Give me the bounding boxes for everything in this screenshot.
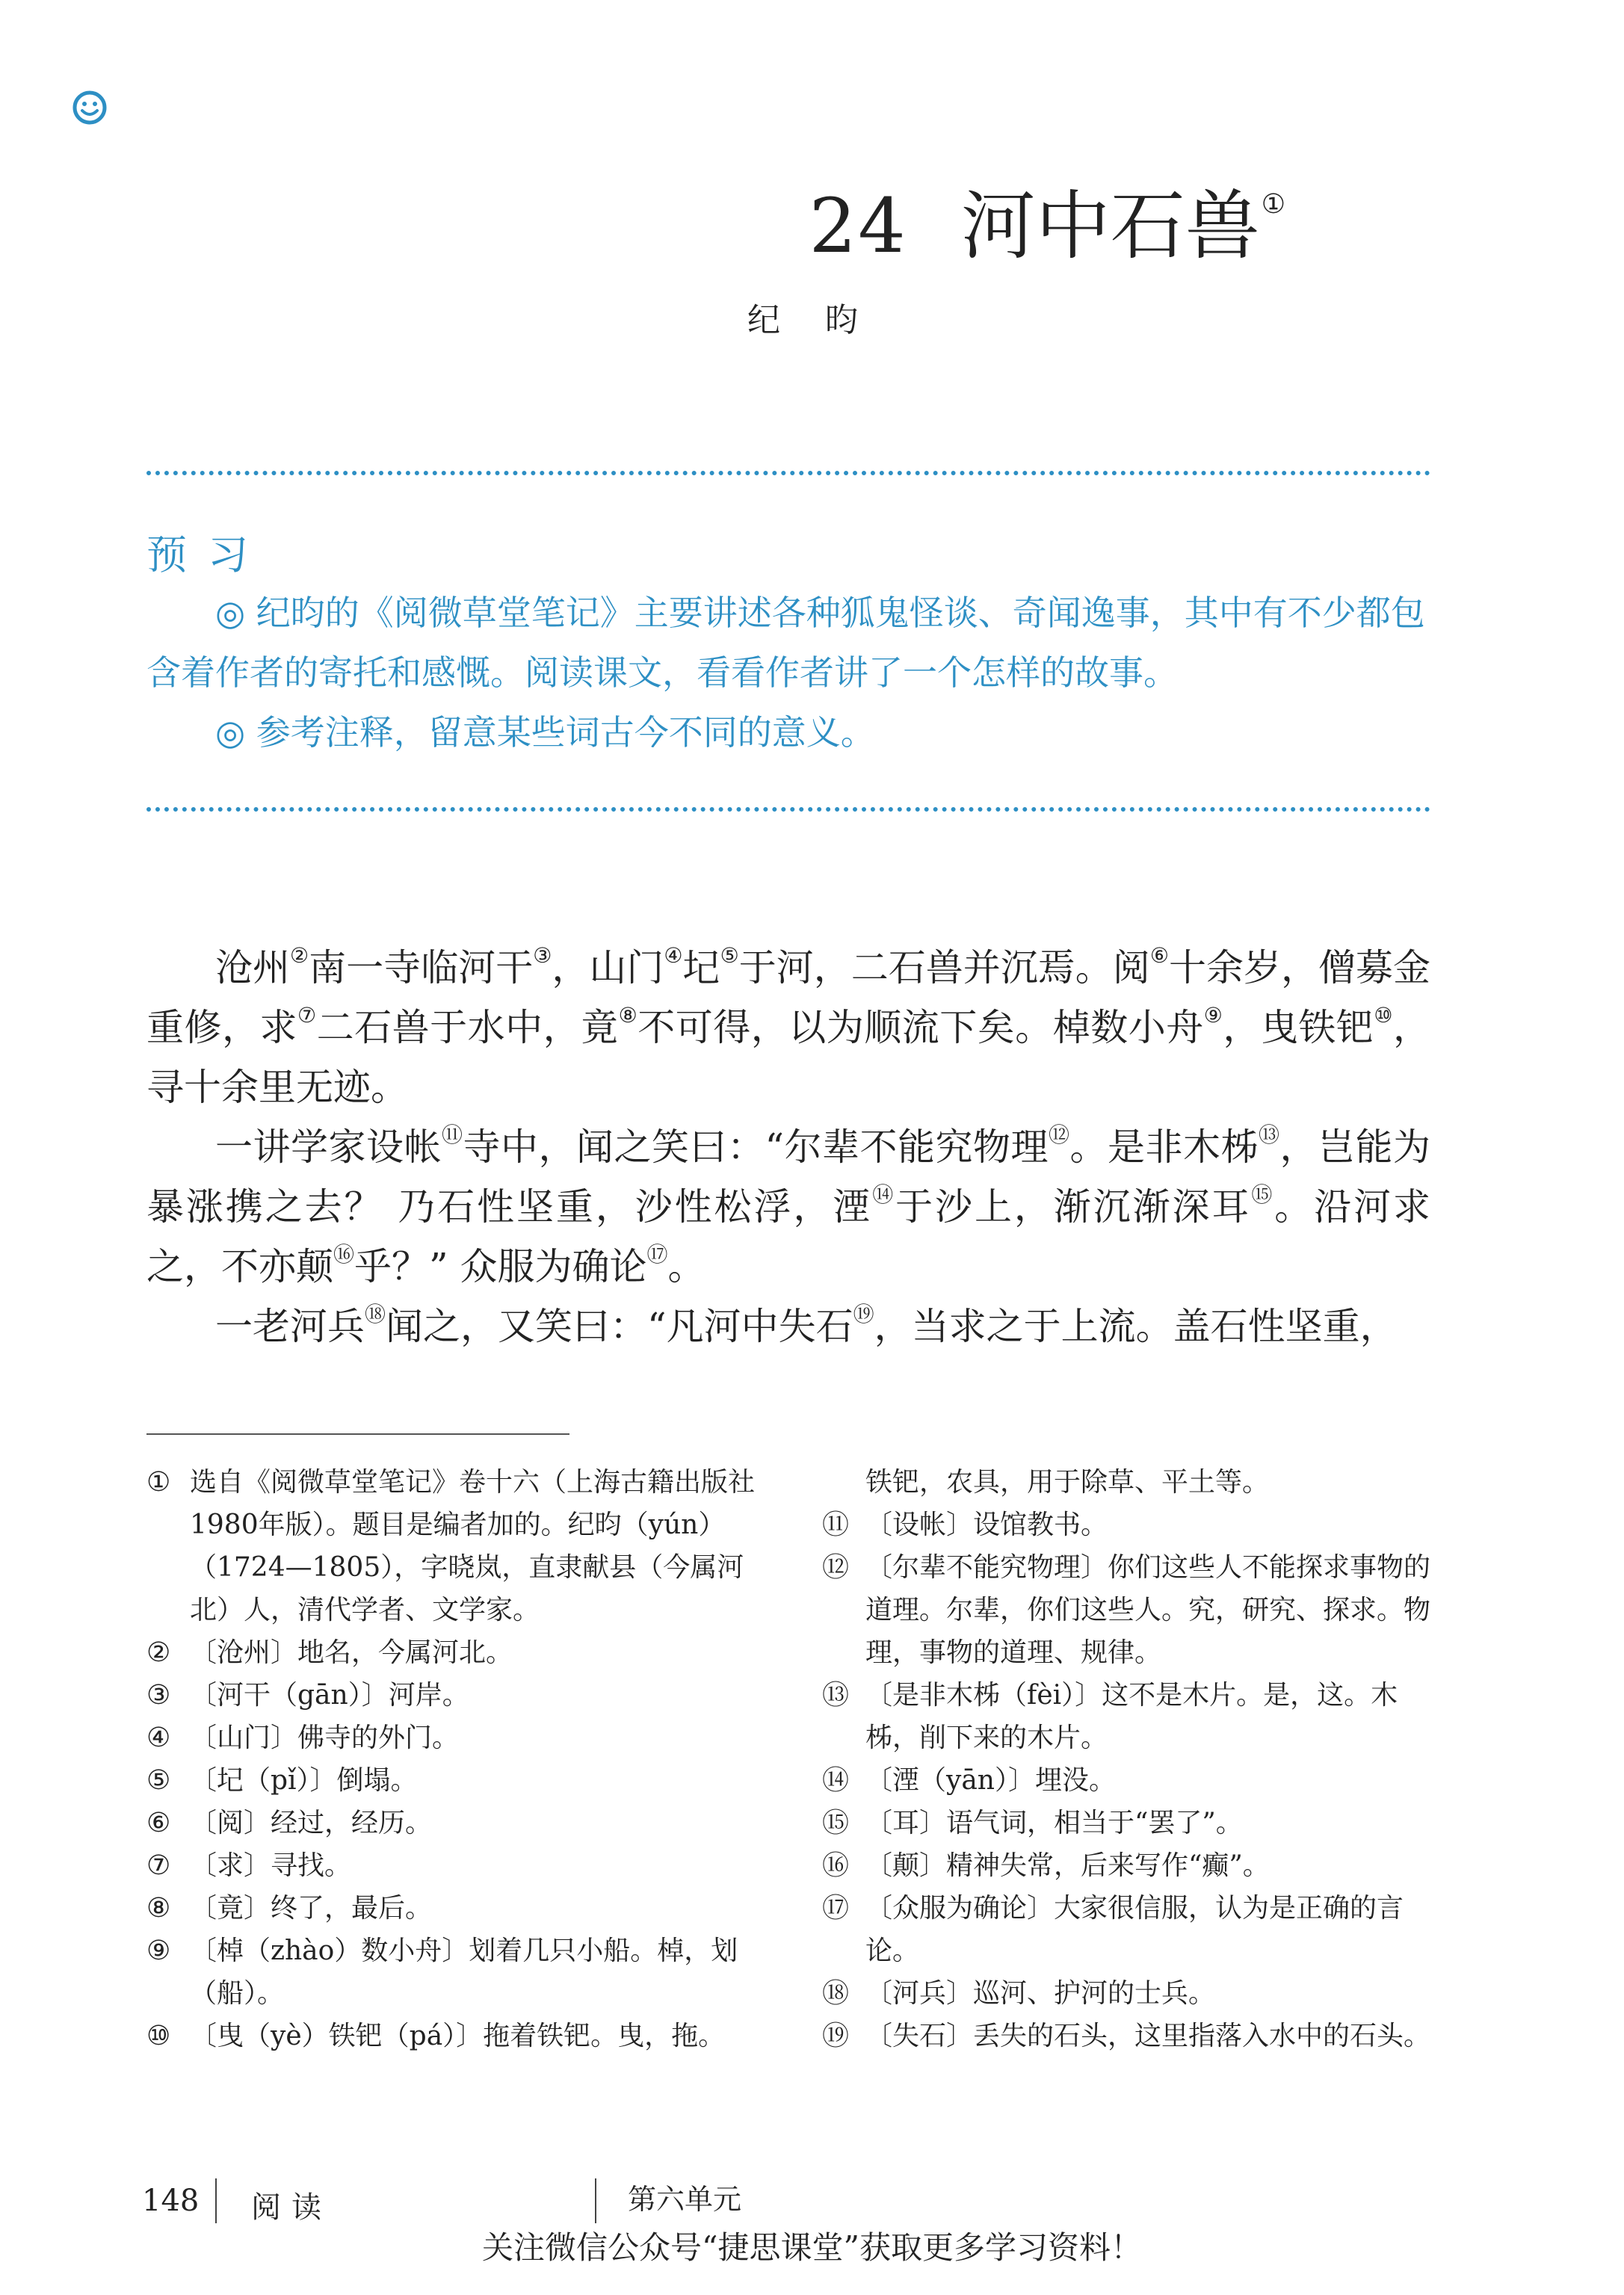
footnote-continuation: 铁钯，农具，用于除草、平土等。 bbox=[865, 1467, 1270, 1498]
footnote-item: ⑨ 〔棹（zhào）数小舟〕划着几只小船。棹，划（船）。 bbox=[146, 1936, 738, 2009]
footer-promo-text: 关注微信公众号“捷思课堂”获取更多学习资料！ bbox=[482, 2229, 1142, 2266]
footnote-item: ⑭ 〔湮（yān）〕埋没。 bbox=[822, 1765, 1116, 1796]
footnote-ref: ⑫ bbox=[1049, 1122, 1070, 1148]
footnote-ref: ⑮ bbox=[1251, 1182, 1275, 1208]
footnote-ref: ⑬ bbox=[1258, 1122, 1280, 1148]
footnote-ref: ⑪ bbox=[441, 1122, 463, 1148]
footer-divider bbox=[215, 2178, 217, 2223]
footer-unit-label: 第六单元 bbox=[628, 2183, 742, 2216]
preview-paragraph-2: ◎ 参考注释，留意某些词古今不同的意义。 bbox=[215, 712, 875, 753]
footnote-item: ⑲ 〔失石〕丢失的石头，这里指落入水中的石头。 bbox=[822, 2021, 1431, 2051]
title-block bbox=[0, 166, 1285, 274]
footnote-ref: ⑲ bbox=[853, 1302, 874, 1327]
preview-bottom-divider bbox=[146, 807, 1430, 812]
footnotes-right-column bbox=[822, 1461, 1436, 2057]
footnote-item: ⑮ 〔耳〕语气词，相当于“罢了”。 bbox=[822, 1808, 1243, 1838]
footnote-ref: ⑱ bbox=[365, 1302, 386, 1327]
footnote-ref: ⑯ bbox=[333, 1242, 355, 1267]
footnote-item: ⑩ 〔曳（yè）铁钯（pá）〕拖着铁钯。曳，拖。 bbox=[146, 2021, 726, 2051]
lesson-number: 24 bbox=[809, 182, 907, 270]
body-paragraph-2: 一讲学家设帐⑪寺中，闻之笑曰：“尔辈不能究物理⑫。是非木柹⑬，岂能为暴涨携之去？ 乃石性坚重，沙性松浮，湮⑭于沙上，渐沉渐深耳⑮。沿河求之，不亦颠⑯乎？” 众服为确论⑰。 bbox=[146, 1122, 1430, 1288]
footnote-item: ⑱ 〔河兵〕巡河、护河的士兵。 bbox=[822, 1978, 1216, 2009]
footnote-ref: ⑧ bbox=[618, 1003, 638, 1028]
footnote-item: ⑧ 〔竟〕终了，最后。 bbox=[146, 1893, 433, 1924]
footnote-ref: ⑭ bbox=[872, 1182, 896, 1208]
page-title: 河中石兽 bbox=[960, 182, 1260, 270]
footnote-item: ⑪ 〔设帐〕设馆教书。 bbox=[822, 1510, 1108, 1540]
footnote-item: ⑦ 〔求〕寻找。 bbox=[146, 1850, 352, 1881]
smiley-icon bbox=[72, 90, 108, 126]
footnote-item: ① 选自《阅微草堂笔记》卷十六（上海古籍出版社1980年版）。题目是编者加的。纪昀（yún）（1724—1805），字晓岚，直隶献县（今属河北）人，清代学者、文学家。 bbox=[146, 1467, 756, 1625]
footnote-item: ⑰ 〔众服为确论〕大家很信服，认为是正确的言论。 bbox=[822, 1893, 1404, 1966]
footnote-ref: ④ bbox=[664, 943, 683, 969]
footnote-ref: ⑥ bbox=[1149, 943, 1169, 969]
footnote-item: ⑫ 〔尔辈不能究物理〕你们这些人不能探求事物的道理。尔辈，你们这些人。究，研究、探求。物理，事物的道理、规律。 bbox=[822, 1552, 1431, 1668]
footnote-ref: ⑩ bbox=[1374, 1003, 1394, 1028]
preview-top-divider bbox=[146, 471, 1430, 475]
footnote-divider bbox=[146, 1433, 569, 1435]
footnote-item: ⑤ 〔圮（pǐ）〕倒塌。 bbox=[146, 1765, 418, 1796]
footnote-ref: ② bbox=[290, 943, 309, 969]
page-number: 148 bbox=[142, 2184, 200, 2218]
footnote-item: ⑯ 〔颠〕精神失常，后来写作“癫”。 bbox=[822, 1850, 1270, 1881]
footnote-ref: ⑦ bbox=[297, 1003, 317, 1028]
body-paragraph-1: 沧州②南一寺临河干③，山门④圮⑤于河，二石兽并沉焉。阅⑥十余岁，僧募金重修，求⑦二石兽于水中，竟⑧不可得，以为顺流下矣。棹数小舟⑨，曳铁钯⑩，寻十余里无迹。 bbox=[146, 943, 1431, 1109]
footnote-item: ④ 〔山门〕佛寺的外门。 bbox=[146, 1723, 460, 1753]
body-paragraph-3: 一老河兵⑱闻之，又笑曰：“凡河中失石⑲，当求之于上流。盖石性坚重， bbox=[215, 1302, 1398, 1348]
footnote-item: ⑥ 〔阅〕经过，经历。 bbox=[146, 1808, 433, 1838]
footnote-item: ⑬ 〔是非木柹（fèi）〕这不是木片。是，这。木柹，削下来的木片。 bbox=[822, 1680, 1398, 1753]
title-footnote-marker: ① bbox=[1261, 189, 1285, 220]
preview-paragraph-1: ◎ 纪昀的《阅微草堂笔记》主要讲述各种狐鬼怪谈、奇闻逸事，其中有不少都包含着作者的寄托和感慨。阅读课文，看看作者讲了一个怎样的故事。 bbox=[146, 593, 1425, 693]
footnote-item: ② 〔沧州〕地名，今属河北。 bbox=[146, 1637, 513, 1668]
author-name: 纪昀 bbox=[747, 301, 903, 339]
footnote-ref: ③ bbox=[533, 943, 552, 969]
footnote-ref: ⑤ bbox=[720, 943, 739, 969]
preview-heading: 预习 bbox=[146, 531, 269, 578]
footer-section-label: 阅读 bbox=[251, 2190, 332, 2225]
footnotes-left-column bbox=[146, 1461, 761, 2057]
footer-divider bbox=[595, 2178, 596, 2223]
footnote-ref: ⑰ bbox=[646, 1242, 668, 1267]
footnote-ref: ⑨ bbox=[1203, 1003, 1223, 1028]
footnote-item: ③ 〔河干（gān）〕河岸。 bbox=[146, 1680, 469, 1711]
